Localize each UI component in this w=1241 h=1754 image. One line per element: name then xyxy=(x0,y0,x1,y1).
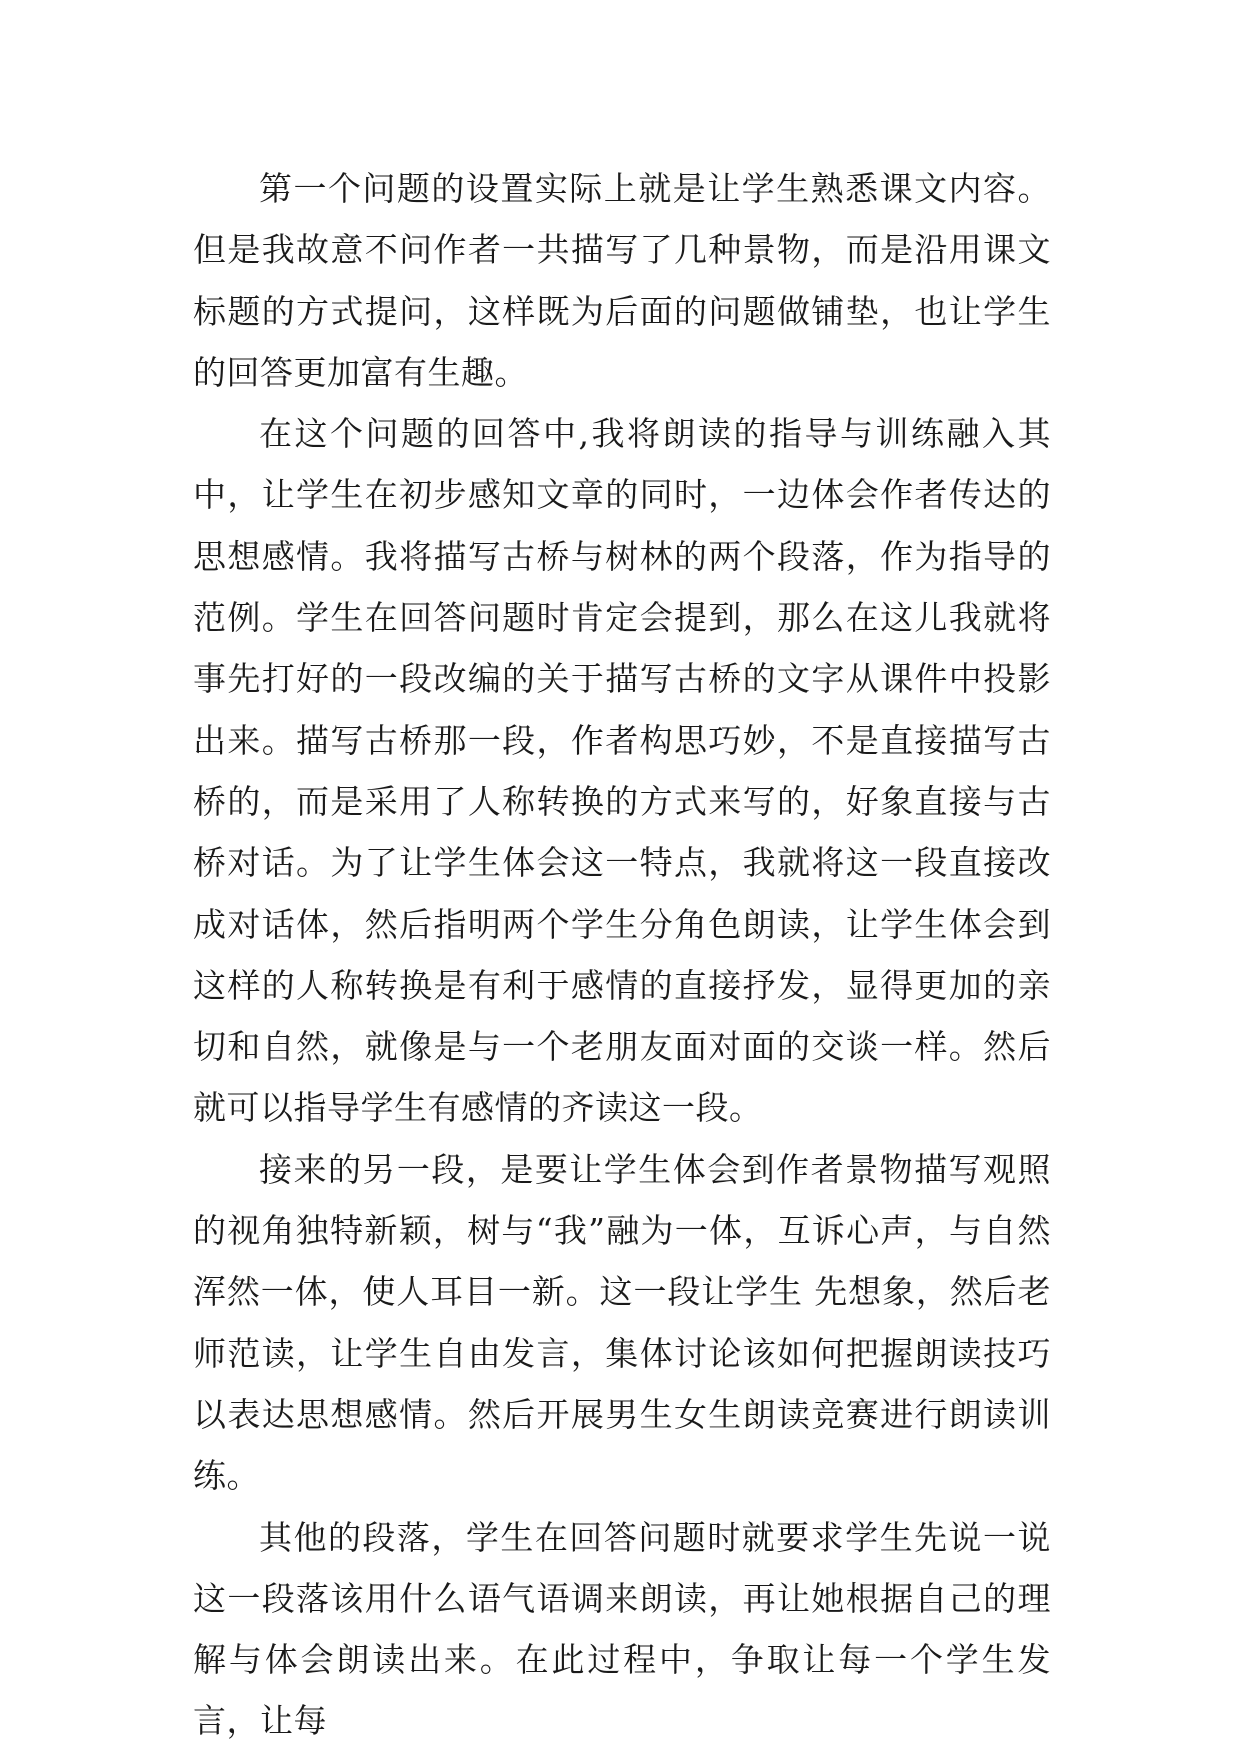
document-body xyxy=(193,158,1051,1752)
paragraph-2: 在这个问题的回答中,我将朗读的指导与训练融入其中，让学生在初步感知文章的同时，一边体会作者传达的思想感情。我将描写古桥与树林的两个段落，作为指导的范例。学生在回答问题时肯定会提到，那么在这儿我就将事先打好的一段改编的关于描写古桥的文字从课件中投影出来。描写古桥那一段，作者构思巧妙，不是直接描写古桥的，而是采用了人称转换的方式来写的，好象直接与古桥对话。为了让学生体会这一特点，我就将这一段直接改成对话体，然后指明两个学生分角色朗读，让学生体会到这样的人称转换是有利于感情的直接抒发，显得更加的亲切和自然，就像是与一个老朋友面对面的交谈一样。然后就可以指导学生有感情的齐读这一段。 xyxy=(193,414,1051,1128)
paragraph-3: 接来的另一段，是要让学生体会到作者景物描写观照的视角独特新颖，树与“我”融为一体，互诉心声，与自然浑然一体，使人耳目一新。这一段让学生 先想象，然后老师范读，让学生自由发言，集体讨论该如何把握朗读技巧以表达思想感情。然后开展男生女生朗读竞赛进行朗读训练。 xyxy=(193,1149,1051,1496)
paragraph-4: 其他的段落，学生在回答问题时就要求学生先说一说这一段落该用什么语气语调来朗读，再让她根据自己的理解与体会朗读出来。在此过程中，争取让每一个学生发言，让每 xyxy=(193,1517,1051,1741)
paragraph-1: 第一个问题的设置实际上就是让学生熟悉课文内容。但是我故意不问作者一共描写了几种景物，而是沿用课文标题的方式提问，这样既为后面的问题做铺垫，也让学生的回答更加富有生趣。 xyxy=(193,169,1051,392)
